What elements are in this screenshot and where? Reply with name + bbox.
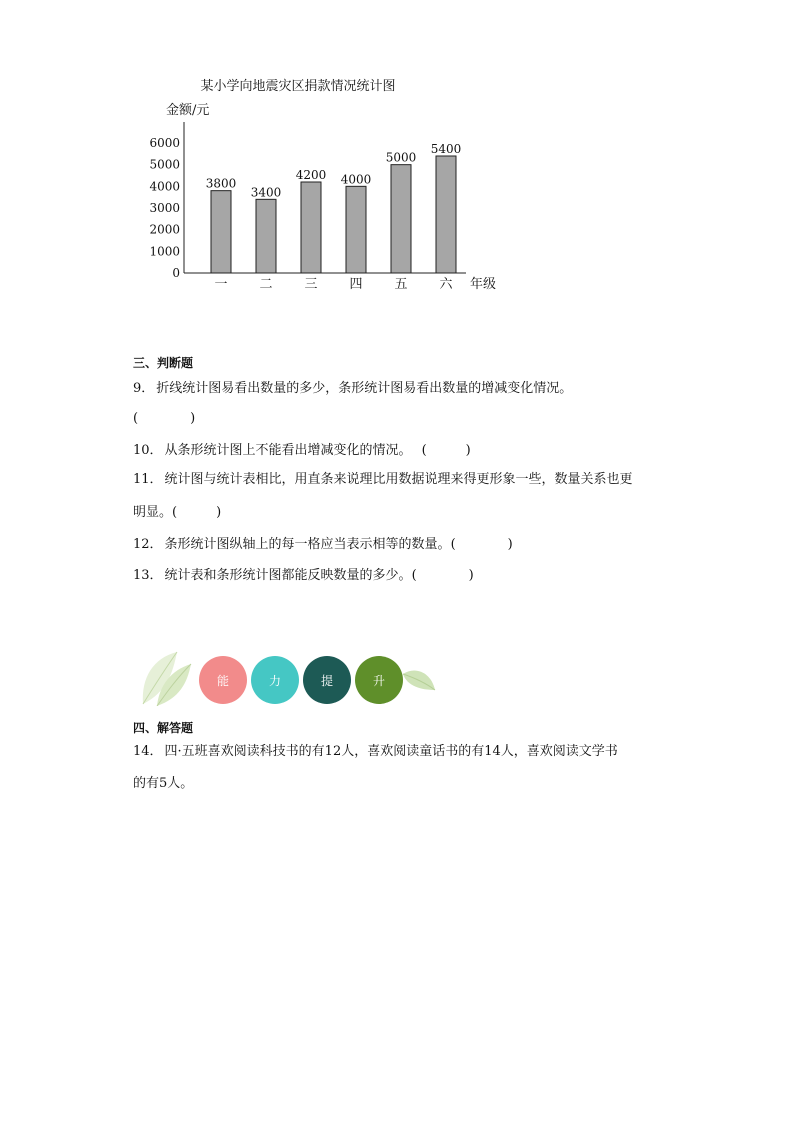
banner-circle-4: 升 [355, 656, 403, 704]
bar [346, 186, 366, 273]
question-14-cont [133, 776, 193, 792]
bar [436, 156, 456, 273]
y-tick-label: 3000 [149, 201, 180, 215]
x-tick-label: 五 [394, 277, 408, 292]
question-text: 统计图与统计表相比，用直条来说理比用数据说理来得更形象一些，数量关系也更 [164, 472, 633, 487]
bar [256, 199, 276, 273]
question-9 [133, 381, 572, 397]
question-13 [133, 568, 474, 584]
x-tick-label: 六 [439, 277, 453, 292]
question-number: 11． [133, 472, 163, 487]
answer-paren[interactable]: ( ) [172, 505, 222, 520]
bar-value-label: 5400 [430, 142, 462, 156]
y-tick-label: 5000 [149, 157, 180, 172]
question-number: 9． [133, 381, 155, 396]
question-number: 14． [133, 744, 163, 759]
bar-value-label: 3400 [250, 185, 282, 200]
section-heading-answer: 四、解答题 [133, 721, 194, 735]
bar-chart [140, 70, 520, 300]
bar [301, 182, 321, 273]
question-12 [133, 537, 513, 553]
x-tick-label: 二 [259, 277, 273, 292]
question-14 [133, 744, 618, 760]
question-10 [133, 443, 471, 459]
question-number: 13． [133, 568, 163, 583]
question-text: 条形统计图纵轴上的每一格应当表示相等的数量。 [164, 537, 451, 552]
banner-circle-3: 提 [303, 656, 351, 704]
y-axis-label: 金额/元 [166, 103, 210, 118]
y-tick-label: 0 [172, 266, 180, 280]
x-tick-label: 四 [349, 277, 363, 292]
answer-paren: ( ) [133, 411, 196, 426]
banner-circle-1: 能 [199, 656, 247, 704]
ability-banner [133, 646, 453, 708]
small-leaf-icon [401, 666, 437, 694]
question-11-cont [133, 505, 221, 521]
answer-paren[interactable]: ( ) [450, 537, 513, 552]
bar-value-label: 5000 [385, 150, 417, 165]
leaf-icon [137, 648, 195, 706]
question-number: 12． [133, 537, 163, 552]
question-text-cont: 的有5人。 [133, 776, 194, 791]
y-tick-label: 6000 [149, 136, 180, 150]
bar-value-label: 3800 [205, 176, 237, 191]
y-tick-label: 4000 [149, 179, 180, 194]
question-text-cont: 明显。 [133, 505, 173, 520]
section-heading-judge: 三、判断题 [133, 356, 194, 370]
question-11 [133, 472, 633, 488]
x-tick-label: 一 [214, 277, 228, 292]
banner-circle-2: 力 [251, 656, 299, 704]
y-tick-label: 1000 [149, 244, 180, 259]
answer-blank-9[interactable] [133, 411, 195, 427]
y-tick-label: 2000 [149, 222, 180, 237]
bar [211, 191, 231, 273]
answer-paren[interactable]: ( ) [411, 568, 474, 583]
question-text: 统计表和条形统计图都能反映数量的多少。 [164, 568, 412, 583]
answer-paren[interactable]: ( ) [421, 443, 471, 458]
x-axis-label: 年级 [470, 277, 497, 292]
question-text: 折线统计图易看出数量的多少，条形统计图易看出数量的增减变化情况。 [156, 381, 573, 396]
x-tick-label: 三 [304, 277, 318, 292]
bar-value-label: 4000 [340, 172, 372, 187]
question-text: 四·五班喜欢阅读科技书的有12人，喜欢阅读童话书的有14人，喜欢阅读文学书 [164, 744, 618, 759]
question-text: 从条形统计图上不能看出增减变化的情况。 [164, 443, 412, 458]
bar [391, 165, 411, 273]
chart-title: 某小学向地震灾区捐款情况统计图 [200, 79, 396, 94]
bar-value-label: 4200 [295, 168, 327, 182]
question-number: 10． [133, 443, 163, 458]
